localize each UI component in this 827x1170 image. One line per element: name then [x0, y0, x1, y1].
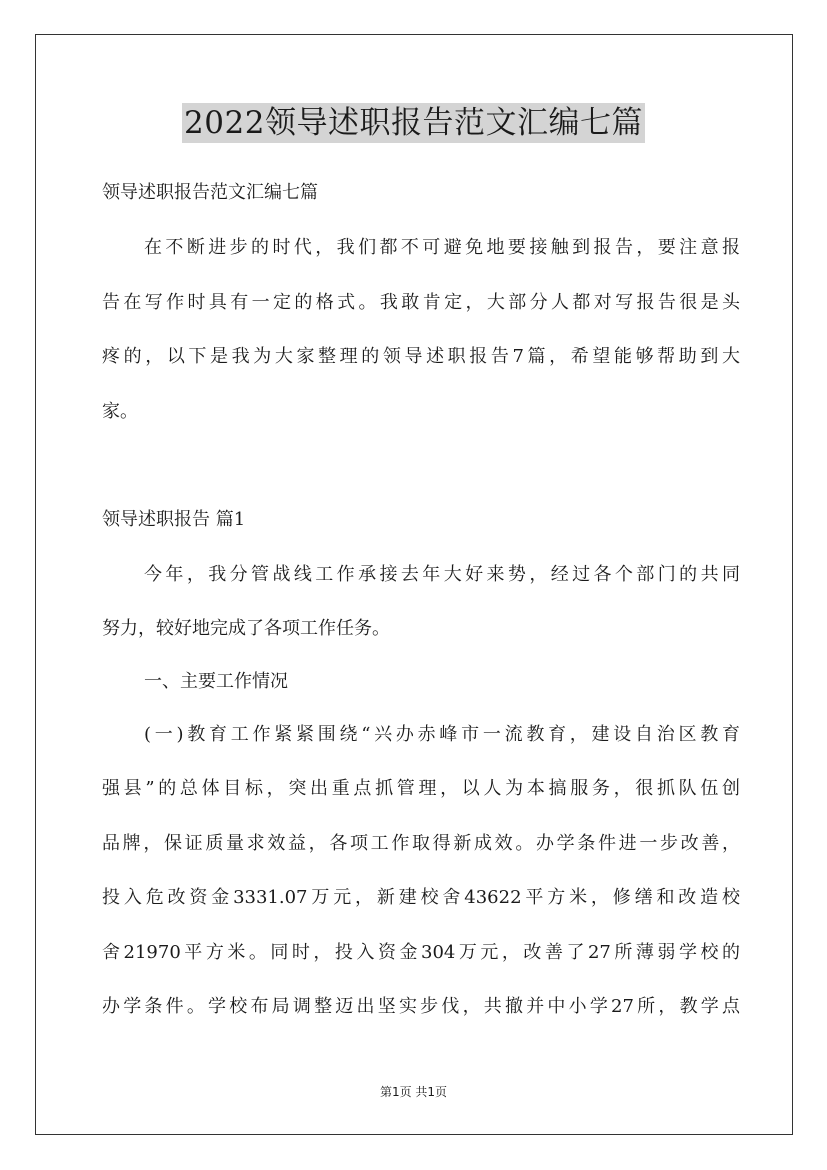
main-work-heading: 一、主要工作情况 — [144, 671, 288, 692]
para2-line-5: 舍21970平方米。同时，投入资金304万元，改善了27所薄弱学校的 — [102, 942, 740, 963]
para1-line-2: 努力，较好地完成了各项工作任务。 — [102, 618, 390, 639]
para2-line-4: 投入危改资金3331.07万元，新建校舍43622平方米，修缮和改造校 — [102, 887, 740, 908]
para2-line-2: 强县”的总体目标，突出重点抓管理，以人为本搞服务，很抓队伍创 — [102, 778, 740, 799]
para2-line-1: (一)教育工作紧紧围绕“兴办赤峰市一流教育，建设自治区教育 — [144, 724, 740, 745]
intro-line-1: 在不断进步的时代，我们都不可避免地要接触到报告，要注意报 — [144, 237, 740, 258]
page-footer: 第1页 共1页 — [379, 1085, 448, 1099]
document-subtitle: 领导述职报告范文汇编七篇 — [102, 182, 318, 203]
intro-line-3: 疼的，以下是我为大家整理的领导述职报告7篇，希望能够帮助到大 — [102, 346, 740, 367]
intro-line-4: 家。 — [102, 401, 138, 422]
section-heading: 领导述职报告 篇1 — [102, 509, 246, 530]
para2-line-3: 品牌，保证质量求效益，各项工作取得新成效。办学条件进一步改善， — [102, 833, 740, 854]
para1-line-1: 今年，我分管战线工作承接去年大好来势，经过各个部门的共同 — [144, 564, 740, 585]
para2-line-6: 办学条件。学校布局调整迈出坚实步伐，共撤并中小学27所，教学点 — [102, 996, 740, 1017]
document-title: 2022领导述职报告范文汇编七篇 — [184, 105, 643, 141]
intro-line-2: 告在写作时具有一定的格式。我敢肯定，大部分人都对写报告很是头 — [102, 292, 740, 313]
